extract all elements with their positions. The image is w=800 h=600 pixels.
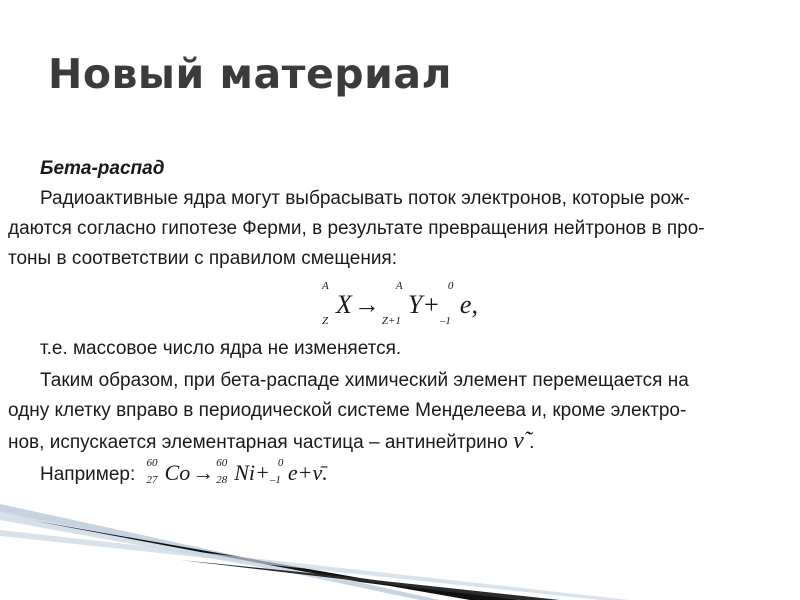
paragraph-line: нов, испускается элементарная частица – антинейтрино ν̃ . xyxy=(8,428,535,454)
paragraph-line: Радиоактивные ядра могут выбрасывать поток электронов, которые рож- xyxy=(40,188,690,209)
scanned-text-block xyxy=(0,150,800,490)
example-line xyxy=(40,457,328,486)
nuclide-electron: 0 –1 e xyxy=(439,280,472,327)
nuclide-parent: A Z X xyxy=(322,280,352,327)
example-formula: 60 27 Co→ 60 28 Ni+ 0 –1 e+ν̄. xyxy=(146,457,328,486)
nuclide-daughter: A Z+1 Y xyxy=(381,280,423,327)
example-label: Например: xyxy=(40,464,136,485)
paragraph-line: Таким образом, при бета-распаде химический элемент перемещается на xyxy=(40,370,689,391)
beta-decay-formula: A Z X→ A Z+1 Y+ 0 –1 e, xyxy=(322,280,478,327)
slide-title: Новый материал xyxy=(48,50,453,98)
decor-stripe-light xyxy=(0,504,440,600)
paragraph-line: даются согласно гипотезе Ферми, в результате превращения нейтронов в про- xyxy=(8,218,705,239)
decorative-stripes xyxy=(0,490,800,600)
section-heading: Бета-распад xyxy=(40,158,165,179)
antineutrino-symbol: ν̃ xyxy=(513,428,524,454)
paragraph-line: одну клетку вправо в периодической системе Менделеева и, кроме электро- xyxy=(8,400,687,421)
decor-stripe-light-2 xyxy=(0,530,630,600)
paragraph-line: тоны в соответствии с правилом смещения: xyxy=(8,248,397,269)
decor-stripe-dark-2 xyxy=(180,560,560,600)
paragraph-line: т.е. массовое число ядра не изменяется. xyxy=(40,338,402,359)
